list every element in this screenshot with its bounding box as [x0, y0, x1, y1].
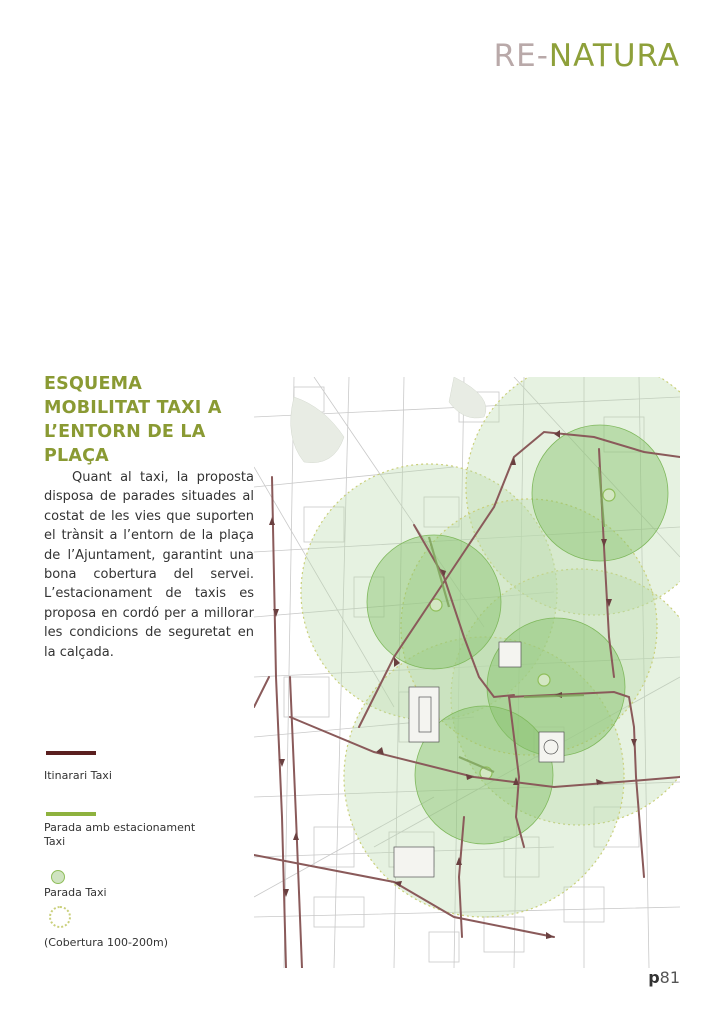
brand-title	[494, 38, 680, 74]
parking-legend-label: Parada amb estacionament Taxi	[44, 821, 196, 848]
coverage-legend-label: (Cobertura 100-200m)	[44, 936, 168, 949]
route-legend-label: Itinarari Taxi	[44, 769, 112, 782]
coverage-legend-icon	[49, 906, 71, 928]
route-legend-swatch	[46, 751, 96, 755]
taxi-stop-legend-label: Parada Taxi	[44, 886, 107, 899]
brand-prefix: RE-	[493, 38, 549, 74]
parking-legend-swatch	[46, 812, 96, 816]
brand-suffix: NATURA	[548, 38, 680, 74]
section-body: Quant al taxi, la proposta disposa de parades situades al costat de les vies que suporten el trànsit a l’entorn de la plaça de l’Ajuntament, garantint una bona cobertura del servei. L’estacionament de taxis es proposa en cordó per a millorar les condicions de seguretat en la calçada.	[44, 470, 254, 660]
taxi-stop-legend-icon	[51, 870, 65, 884]
page-prefix: p	[648, 968, 660, 987]
section-title: ESQUEMA MOBILITAT TAXI A L’ENTORN DE LA PLAÇA	[44, 374, 222, 466]
page-number	[648, 968, 680, 987]
taxi-mobility-map	[254, 377, 680, 968]
page-number-value: 81	[659, 968, 680, 987]
